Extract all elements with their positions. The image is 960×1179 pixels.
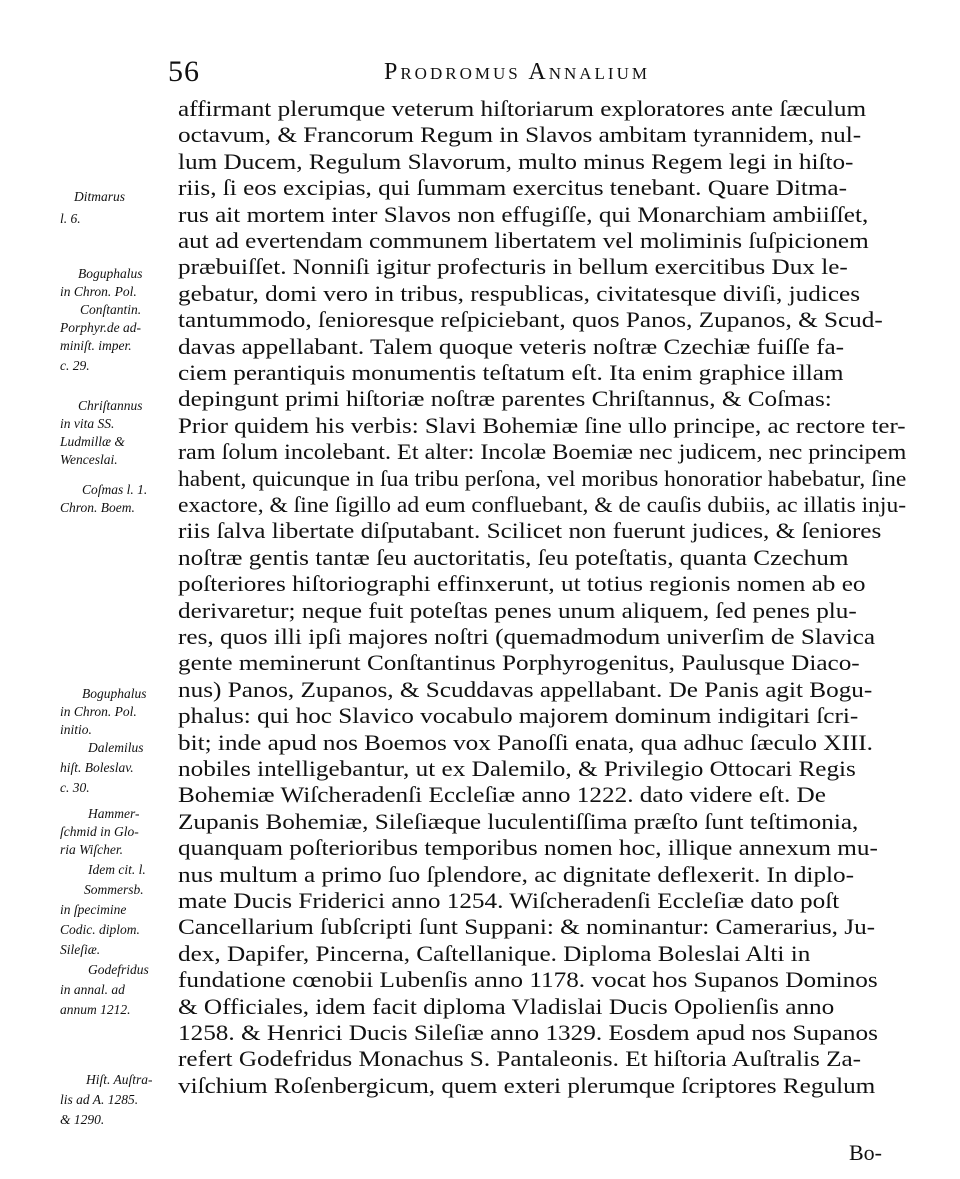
text-line: dex, Dapifer, Pincerna, Caſtellanique. Diploma Boleslai Alti in [178, 940, 811, 966]
margin-note: & 1290. [60, 1112, 105, 1127]
margin-note: Idem cit. l. [88, 862, 146, 877]
margin-note: in vita SS. [60, 416, 115, 431]
text-line: noſtræ gentis tantæ ſeu auctoritatis, ſeu poteſtatis, quanta Czechum [178, 544, 849, 570]
margin-note: c. 29. [60, 358, 90, 373]
margin-note: in annal. ad [60, 982, 125, 997]
text-line: riis ſalva libertate diſputabant. Scilicet non fuerunt judices, & ſeniores [178, 518, 882, 544]
margin-note: in Chron. Pol. [60, 704, 137, 719]
text-line: 1258. & Henrici Ducis Sileſiæ anno 1329. Eosdem apud nos Supanos [178, 1020, 878, 1045]
text-line: præbuiſſet. Nonniſi igitur profecturis in bellum exercitibus Dux le- [178, 254, 848, 280]
text-line: viſchium Roſenbergicum, quem exteri plerumque ſcriptores Regulum [178, 1072, 876, 1098]
text-line: davas appellabant. Talem quoque veteris noſtræ Czechiæ fuiſſe fa- [178, 333, 845, 359]
text-line: lum Ducem, Regulum Slavorum, multo minus Regem legi in hiſto- [178, 148, 854, 174]
margin-note: lis ad A. 1285. [60, 1092, 139, 1107]
text-line: bit; inde apud nos Boemos vox Panoſſi enata, qua adhuc ſæculo XIII. [178, 729, 873, 755]
text-line: depingunt primi hiſtoriæ noſtræ parentes Chriſtannus, & Coſmas: [178, 386, 832, 412]
text-line: tantummodo, ſenioresque reſpiciebant, quos Panos, Zupanos, & Scud- [178, 307, 883, 333]
text-line: nus multum a primo ſuo ſplendore, ac dignitate deflexerit. In diplo- [178, 861, 855, 887]
margin-note: Boguphalus [78, 266, 143, 281]
text-line: aut ad evertendam communem libertatem vel moliminis ſuſpicionem [178, 228, 869, 253]
text-line: quanquam poſterioribus temporibus nomen hoc, illique annexum mu- [178, 835, 878, 861]
page-header [0, 55, 960, 95]
margin-note: in ſpecimine [60, 902, 127, 917]
running-title: Prodromus Annalium [384, 59, 650, 85]
text-line: nus) Panos, Zupanos, & Scuddavas appellabant. De Panis agit Bogu- [178, 676, 873, 702]
catchword: Bo- [849, 1140, 882, 1165]
margin-note: Dalemilus [88, 740, 144, 755]
text-line: exactore, & ſine ſigillo ad eum confluebant, & de cauſis dubiis, ac illatis inju- [178, 492, 907, 517]
text-line: gebatur, domi vero in tribus, respublicas, civitatesque diviſi, judices [178, 280, 861, 306]
page-number: 56 [168, 55, 200, 88]
margin-note: ria Wiſcher. [60, 842, 123, 857]
margin-note: Coſmas l. 1. [82, 482, 148, 497]
text-line: derivaretur; neque fuit poteſtas penes unum aliquem, ſed penes plu- [178, 597, 857, 623]
margin-note: Conſtantin. [80, 302, 142, 317]
text-line: riis, ſi eos excipias, qui ſummam exercitus tenebant. Quare Ditma- [178, 175, 848, 201]
text-line: refert Godefridus Monachus S. Pantaleonis. Et hiſtoria Auſtralis Za- [178, 1046, 862, 1072]
text-line: Bohemiæ Wiſcheradenſi Eccleſiæ anno 1222. dato videre eſt. De [178, 782, 826, 808]
margin-note: ſchmid in Glo- [60, 824, 139, 839]
margin-note: initio. [60, 722, 92, 737]
text-line: Cancellarium ſubſcripti ſunt Suppani: & nominantur: Camerarius, Ju- [178, 914, 876, 940]
text-line: mate Ducis Friderici anno 1254. Wiſcheradenſi Eccleſiæ dato poſt [178, 888, 840, 913]
margin-note: Porphyr.de ad- [60, 320, 141, 335]
margin-note: Hiſt. Auſtra- [86, 1072, 153, 1087]
text-line: ram ſolum incolebant. Et alter: Incolæ Boemiæ nec judicem, nec principem [178, 439, 907, 465]
text-line: octavum, & Francorum Regum in Slavos ambitam tyrannidem, nul- [178, 122, 862, 148]
margin-note: l. 6. [60, 211, 81, 226]
text-line: habent, quicunque in ſua tribu perſona, vel moribus honoratior habebatur, ſine [178, 465, 907, 491]
text-line: ciem perantiquis monumentis teſtatum eſt. Ita enim graphice illam [178, 360, 844, 385]
margin-note: Codic. diplom. [60, 922, 140, 937]
margin-note: Sommersb. [84, 882, 144, 897]
margin-note: Hammer- [88, 806, 140, 821]
text-line: affirmant plerumque veterum hiſtoriarum exploratores ante ſæculum [178, 96, 867, 121]
margin-note: annum 1212. [60, 1002, 131, 1017]
text-line: gente meminerunt Conſtantinus Porphyrogenitus, Paulusque Diaco- [178, 650, 860, 676]
margin-note: c. 30. [60, 780, 90, 795]
text-line: Prior quidem his verbis: Slavi Bohemiæ ſine ullo principe, ac rectore ter- [178, 412, 906, 438]
margin-note: miniſt. imper. [60, 338, 132, 353]
text-line: & Officiales, idem facit diploma Vladislai Ducis Opolienſis anno [178, 993, 835, 1019]
margin-note: Chriſtannus [78, 398, 143, 413]
text-line: nobiles intelligebantur, ut ex Dalemilo, & Privilegio Ottocari Regis [178, 756, 856, 781]
text-line: res, quos illi ipſi majores noſtri (quemadmodum univerſim de Slavica [178, 624, 876, 649]
margin-note: in Chron. Pol. [60, 284, 137, 299]
margin-note: hiſt. Boleslav. [60, 760, 134, 775]
text-line: poſteriores hiſtoriographi effinxerunt, ut totius regionis nomen ab eo [178, 571, 866, 597]
margin-note: Boguphalus [82, 686, 147, 701]
text-line: phalus: qui hoc Slavico vocabulo majorem dominum indigitari ſcri- [178, 703, 859, 729]
text-line: fundatione cœnobii Lubenſis anno 1178. vocat hos Supanos Dominos [178, 967, 878, 993]
margin-note: Ditmarus [74, 189, 126, 204]
margin-note: Chron. Boem. [60, 500, 135, 515]
margin-note: Wenceslai. [60, 452, 118, 467]
margin-note: Sileſiæ. [60, 942, 101, 957]
margin-note: Godefridus [88, 962, 149, 977]
text-line: Zupanis Bohemiæ, Sileſiæque luculentiſſima præſto ſunt teſtimonia, [178, 808, 859, 834]
margin-note: Ludmillæ & [60, 434, 125, 449]
text-line: rus ait mortem inter Slavos non effugiſſe, qui Monarchiam ambiiſſet, [178, 201, 869, 227]
